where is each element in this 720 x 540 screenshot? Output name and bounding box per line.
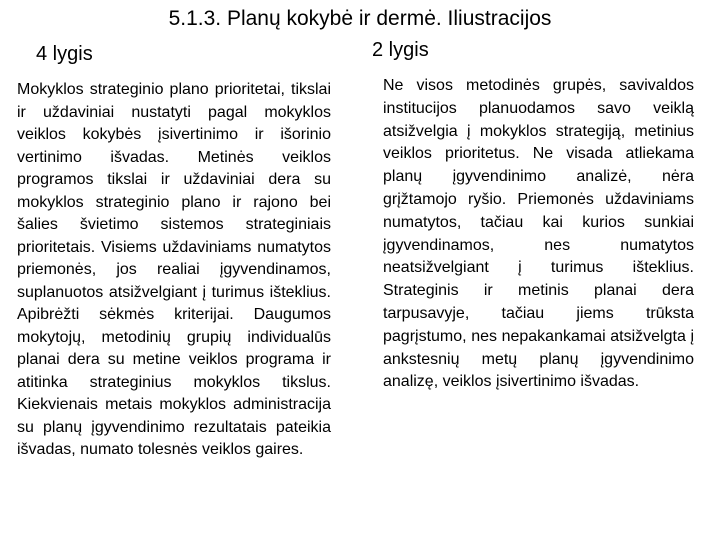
page-title: 5.1.3. Planų kokybė ir dermė. Iliustracijos <box>168 7 552 30</box>
level-4-description: Mokyklos strateginio plano prioritetai, tikslai ir uždaviniai nustatyti pagal mokyklos veiklos kokybės įsivertinimo ir išorinio vertinimo išvadas. Metinės veiklos programos tikslai ir uždaviniai dera su mokyklos strateginio plano ir rajono bei šalies švietimo sistemos strateginiais prioritetais. Visiems uždaviniams numatytos priemonės, jos realiai įgyvendinamos, suplanuotos atsižvelgiant į turimus išteklius. Apibrėžti sėkmės kriterijai. Daugumos mokytojų, metodinių grupių individualūs planai dera su metine veiklos programa ir atitinka strateginius mokyklos tikslus. Kiekvienais metais mokyklos administracija su planų įgyvendinimo rezultatais pateikia išvadas, numato tolesnės veiklos gaires. <box>17 81 331 458</box>
level-2-description: Ne visos metodinės grupės, savivaldos institucijos planuodamos savo veiklą atsižvelgia į mokyklos strategiją, metinius veiklos prioritetus. Ne visada atliekama planų įgyvendinimo analizė, nėra grįžtamojo ryšio. Priemonės uždaviniams numatytos, tačiau kai kurios sunkiai įgyvendinamos, nes numatytos neatsižvelgiant į turimus išteklius. Strateginis ir metinis planai dera tarpusavyje, tačiau jiems trūksta pagrįstumo, nes nepakankamai atsižvelgta į ankstesnių metų planų įgyvendinimo analizę, veiklos įsivertinimo išvadas. <box>383 77 694 391</box>
level-2-heading: 2 lygis <box>372 39 429 61</box>
level-4-heading: 4 lygis <box>36 43 93 65</box>
